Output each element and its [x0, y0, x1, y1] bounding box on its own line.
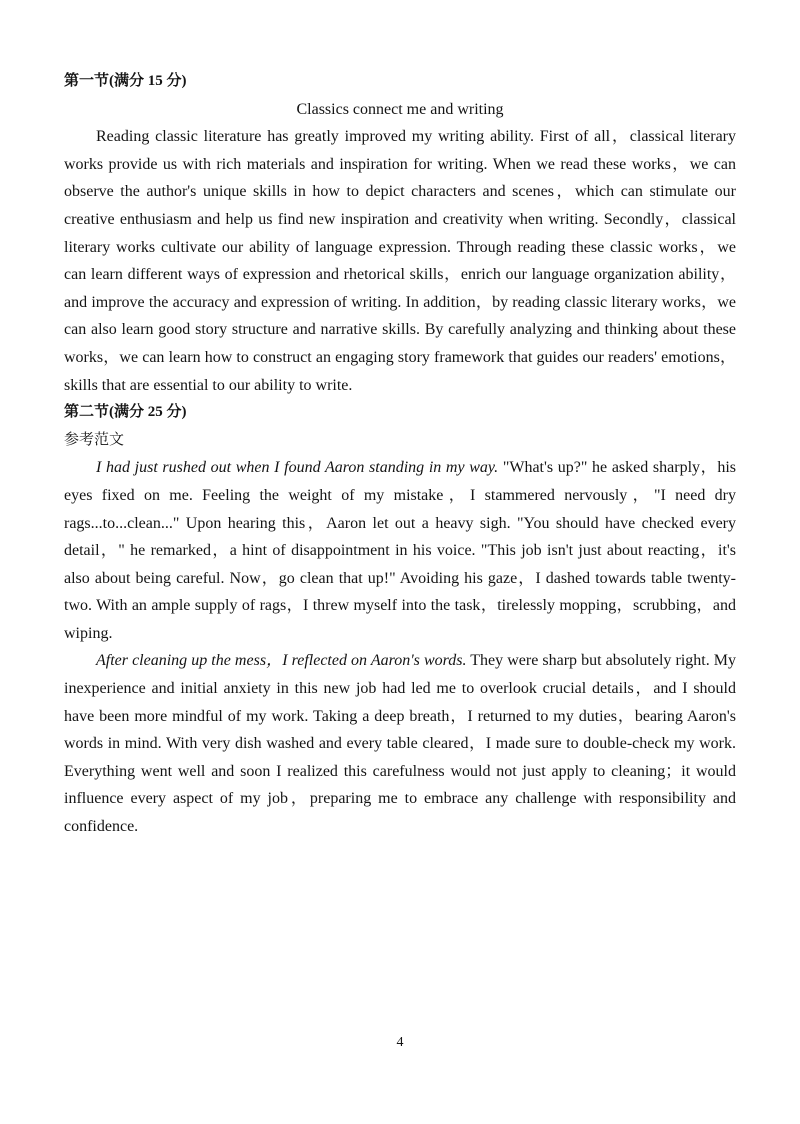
paragraph-2-lead-sentence: After cleaning up the mess，I reflected on Aaron's words. [96, 652, 467, 670]
paragraph-1-lead-sentence: I had just rushed out when I found Aaron standing in my way. [96, 459, 499, 477]
page-number: 4 [396, 1035, 404, 1050]
section-1-heading: 第一节(满分 15 分) [64, 73, 187, 89]
model-essay-label: 参考范文 [64, 431, 125, 448]
paragraph-1-body: "What's up?" he asked sharply，his eyes fixed on me. Feeling the weight of my mistake，I stammered nervously，"I need dry rags...to...clean..." Upon hearing this，Aaron let out a heavy sigh. "You should have checked every detail，" he remarked，a hint of disappointment in his voice. "This job isn't just about reacting，it's also about being careful. Now，go clean that up!" Avoiding his gaze，I dashed towards table twenty-two. With an ample supply of rags，I threw myself into the task，tirelessly mopping，scrubbing，and wiping. [64, 459, 737, 642]
continuation-paragraph-2 [64, 647, 736, 840]
continuation-paragraph-1 [64, 454, 736, 647]
section-2-heading: 第二节(满分 25 分) [64, 404, 187, 421]
essay-title: Classics connect me and writing [296, 100, 504, 118]
paragraph-2-body: They were sharp but absolutely right. My inexperience and initial anxiety in this new job had led me to overlook crucial details，and I should have been more mindful of my work. Taking a deep breath，I returned to my duties，bearing Aaron's words in mind. With very dish washed and every table cleared，I made sure to double-check my work. Everything went well and soon I realized this carefulness would not just apply to cleaning；it would influence every aspect of my job，preparing me to embrace any challenge with responsibility and confidence. [64, 652, 737, 836]
essay-paragraph: Reading classic literature has greatly improved my writing ability. First of all，classical literary works provide us with rich materials and inspiration for writing. When we read these works，we can observe the author's unique skills in how to depict characters and scenes，which can stimulate our creative enthusiasm and help us find new inspiration and creativity when writing. Secondly，classical literary works cultivate our ability of language expression. Through reading these classic works，we can learn different ways of expression and rhetorical skills，enrich our language organization ability，and improve the accuracy and expression of writing. In addition，by reading classic literary works，we can also learn good story structure and narrative skills. By carefully analyzing and thinking about these works，we can learn how to construct an engaging story framework that guides our readers' emotions，skills that are essential to our ability to write. [64, 128, 737, 394]
page-content [64, 68, 736, 841]
